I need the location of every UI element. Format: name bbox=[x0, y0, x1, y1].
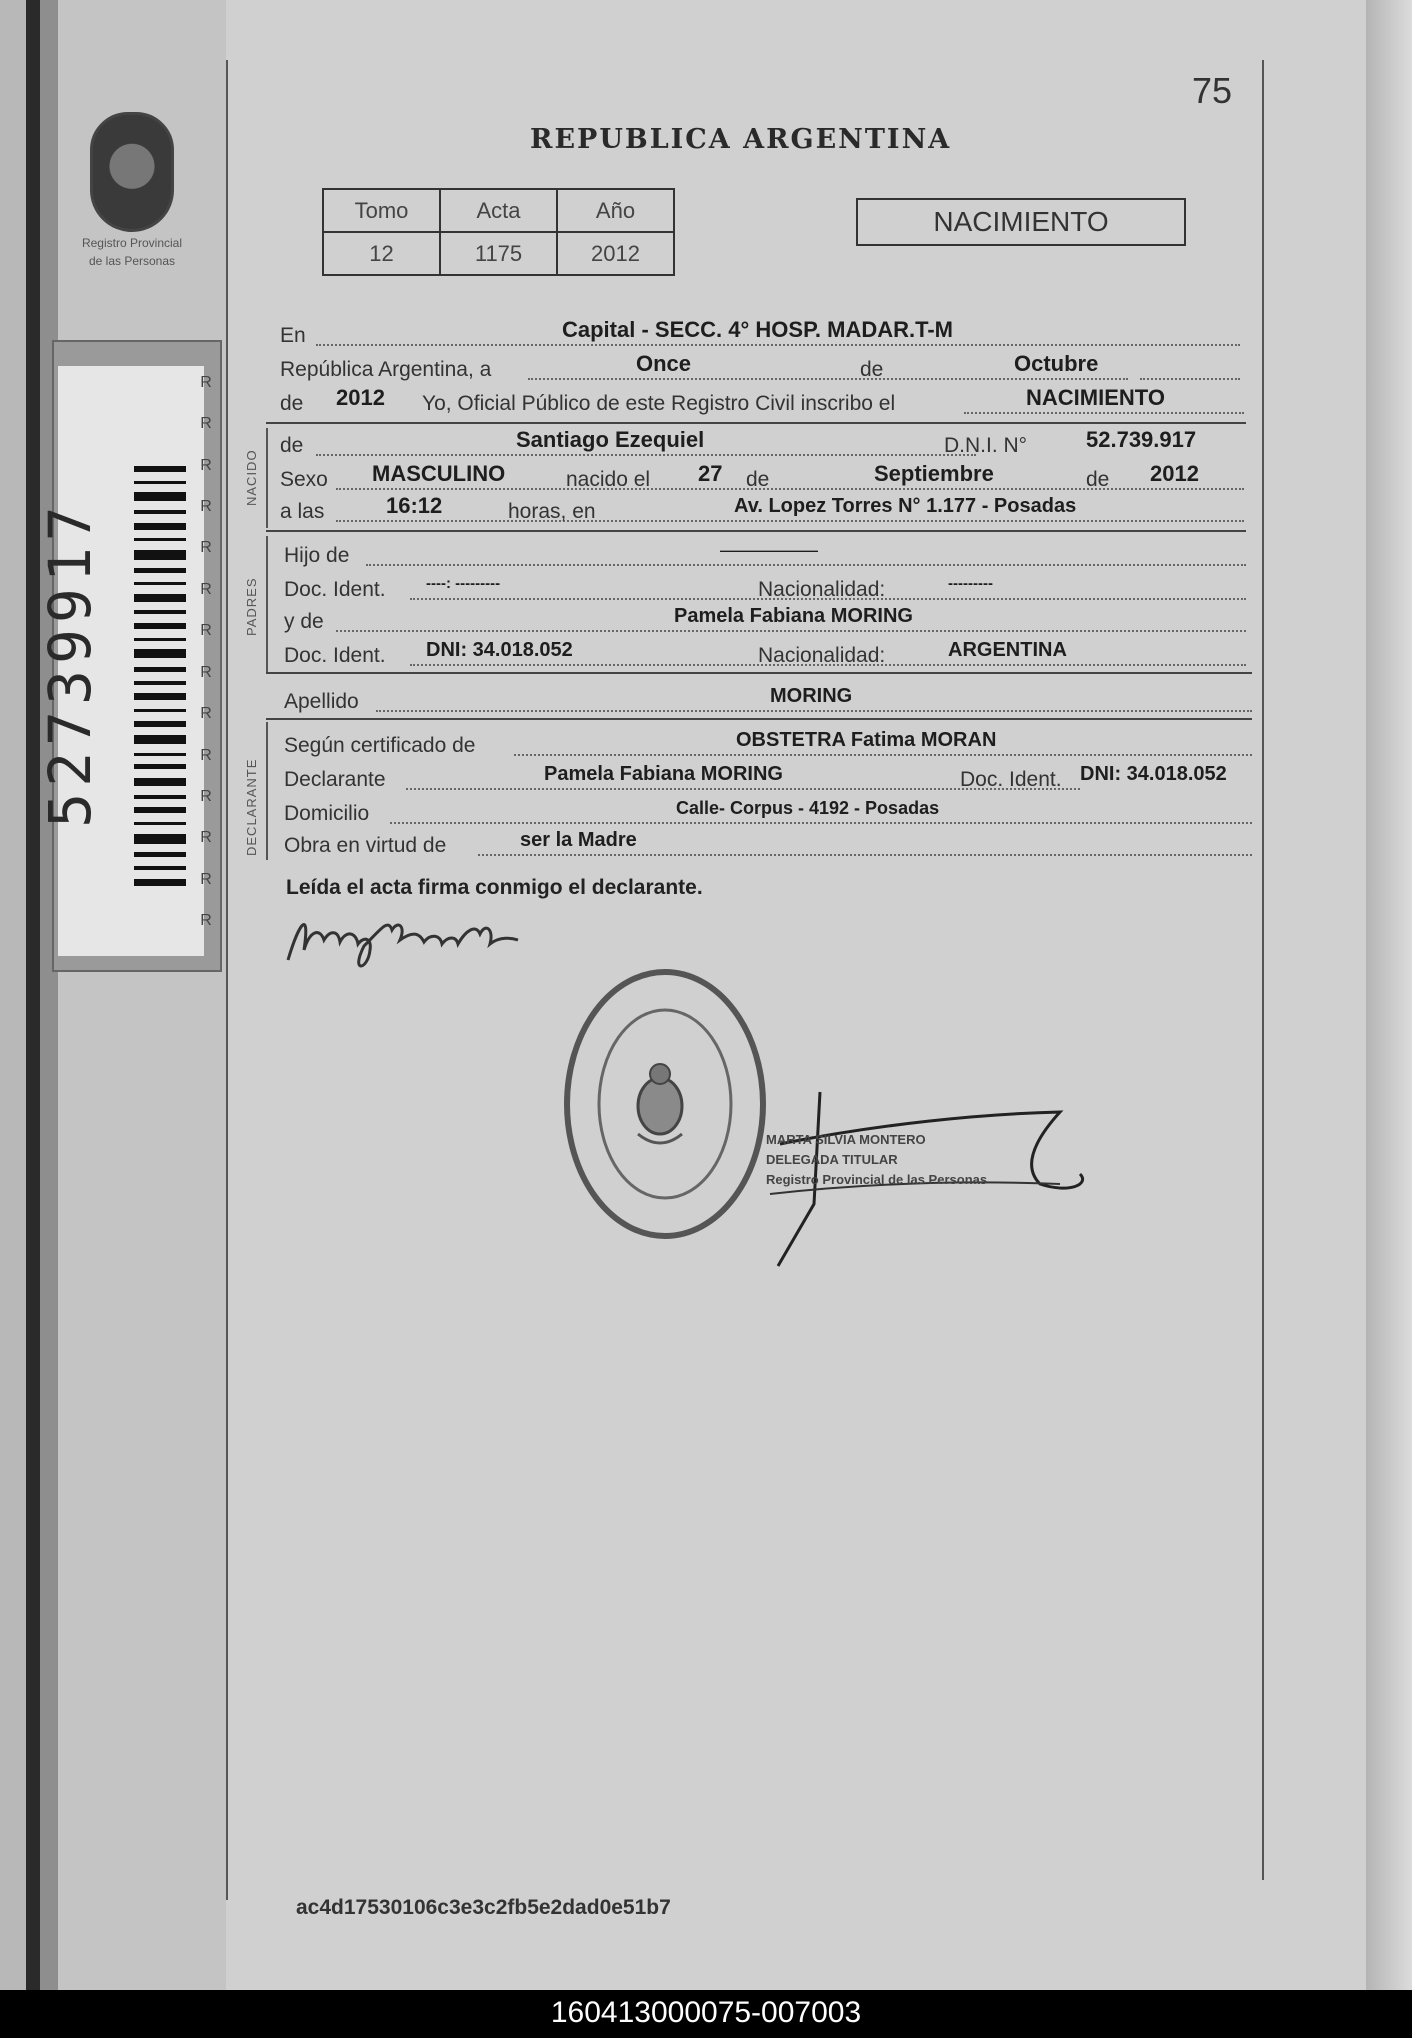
left-margin-strip bbox=[58, 0, 230, 1990]
pattern-letter: R bbox=[200, 622, 212, 640]
day-value: Once bbox=[636, 351, 692, 376]
pattern-letter: R bbox=[200, 415, 212, 433]
republica-label: República Argentina, a bbox=[280, 358, 492, 381]
year-value: 2012 bbox=[336, 385, 385, 410]
alas-label: a las bbox=[280, 500, 325, 523]
document-id: 160413000075-007003 bbox=[550, 1996, 862, 2029]
security-pattern bbox=[196, 362, 216, 942]
divider-line bbox=[266, 718, 1252, 720]
mother-nationality-value: ARGENTINA bbox=[948, 639, 1067, 661]
father-nationality-value: --------- bbox=[948, 575, 993, 592]
ministry-seal-icon bbox=[560, 964, 770, 1244]
left-border-line bbox=[226, 60, 228, 1900]
barcode-label bbox=[36, 366, 204, 956]
header-title: REPUBLICA ARGENTINA bbox=[530, 124, 952, 155]
pattern-letter: R bbox=[200, 912, 212, 930]
declarante-doc-value: DNI: 34.018.052 bbox=[1080, 763, 1227, 785]
page-edge bbox=[1366, 0, 1412, 1990]
signer-office: Registro Provincial de las Personas bbox=[766, 1172, 988, 1187]
father-nationality-label: Nacionalidad: bbox=[758, 578, 886, 601]
birth-day-value: 27 bbox=[698, 461, 723, 486]
father-doc-label: Doc. Ident. bbox=[284, 578, 386, 601]
de-label: de bbox=[860, 358, 884, 381]
verification-hash: ac4d17530106c3e3c2fb5e2dad0e51b7 bbox=[296, 1896, 671, 1919]
surname-row bbox=[284, 686, 1252, 718]
document-type-box: NACIMIENTO bbox=[856, 198, 1186, 246]
nacido-label: nacido el bbox=[566, 468, 651, 491]
month-value: Octubre bbox=[1014, 351, 1099, 376]
certificado-value: OBSTETRA Fatima MORAN bbox=[736, 729, 997, 751]
reference-header-acta: Acta bbox=[440, 189, 557, 232]
pattern-letter: R bbox=[200, 539, 212, 557]
horas-label: horas, en bbox=[508, 500, 596, 523]
closing-statement: Leída el acta firma conmigo el declarante. bbox=[286, 876, 703, 899]
pattern-letter: R bbox=[200, 580, 212, 598]
time-value: 16:12 bbox=[386, 493, 443, 518]
declarante-doc-label: Doc. Ident. bbox=[960, 768, 1062, 791]
barcode-number: 52739917 bbox=[36, 500, 104, 828]
birthplace-value: Av. Lopez Torres N° 1.177 - Posadas bbox=[734, 495, 1077, 517]
pattern-letter: R bbox=[200, 456, 212, 474]
pattern-letter: R bbox=[200, 497, 212, 515]
year-de-label: de bbox=[280, 392, 304, 415]
divider-line bbox=[266, 672, 1252, 674]
registry-row bbox=[280, 385, 1244, 420]
obra-label: Obra en virtud de bbox=[284, 834, 447, 857]
place-value: Capital - SECC. 4° HOSP. MADAR.T-M bbox=[562, 317, 953, 342]
mother-nationality-label: Nacionalidad: bbox=[758, 644, 886, 667]
pattern-letter: R bbox=[200, 705, 212, 723]
domicilio-label: Domicilio bbox=[284, 802, 370, 825]
mother-name-value: Pamela Fabiana MORING bbox=[674, 605, 913, 627]
page-number: 75 bbox=[1192, 70, 1233, 111]
coat-of-arms-icon bbox=[90, 112, 174, 232]
reference-value-row bbox=[323, 232, 674, 275]
section-bar-nacido bbox=[266, 428, 268, 528]
section-label-nacido: NACIDO bbox=[244, 449, 259, 506]
obra-value: ser la Madre bbox=[520, 829, 637, 851]
reference-value-tomo: 12 bbox=[323, 232, 440, 275]
yde-label: y de bbox=[284, 610, 324, 633]
en-label: En bbox=[280, 324, 306, 347]
signer-name: MARTA SILVIA MONTERO bbox=[766, 1132, 926, 1147]
pattern-letter: R bbox=[200, 787, 212, 805]
pattern-letter: R bbox=[200, 663, 212, 681]
birth-year-value: 2012 bbox=[1150, 461, 1199, 486]
mother-doc-label: Doc. Ident. bbox=[284, 644, 386, 667]
pattern-letter: R bbox=[200, 829, 212, 847]
sexo-label: Sexo bbox=[280, 468, 328, 491]
section-bar-padres bbox=[266, 536, 268, 672]
inscribe-value: NACIMIENTO bbox=[1026, 385, 1165, 410]
reference-header-ano: Año bbox=[557, 189, 674, 232]
book-spine bbox=[0, 0, 60, 1990]
apellido-value: MORING bbox=[770, 685, 853, 707]
section-bar-declarante bbox=[266, 722, 268, 860]
mother-doc-row bbox=[284, 640, 1246, 672]
mother-doc-value: DNI: 34.018.052 bbox=[426, 639, 573, 661]
signer-title: DELEGADA TITULAR bbox=[766, 1152, 898, 1167]
divider-line bbox=[266, 530, 1246, 532]
name-de-label: de bbox=[280, 434, 304, 457]
domicilio-value: Calle- Corpus - 4192 - Posadas bbox=[676, 798, 940, 818]
father-name-value: ——————— bbox=[720, 542, 818, 558]
child-dni-value: 52.739.917 bbox=[1086, 427, 1197, 452]
oficial-text: Yo, Oficial Público de este Registro Civil inscribo el bbox=[422, 392, 896, 415]
birth-de-label-1: de bbox=[746, 468, 770, 491]
pattern-letter: R bbox=[200, 870, 212, 888]
birth-de-label-2: de bbox=[1086, 468, 1110, 491]
declarante-label: Declarante bbox=[284, 768, 386, 791]
sexo-value: MASCULINO bbox=[372, 461, 506, 486]
father-doc-value: ----: --------- bbox=[426, 575, 501, 592]
pattern-letter: R bbox=[200, 373, 212, 391]
signer-stamp bbox=[766, 1130, 987, 1190]
dni-label: D.N.I. N° bbox=[944, 434, 1028, 457]
barcode-bars-icon bbox=[134, 466, 186, 886]
time-place-row bbox=[280, 493, 1244, 528]
declarant-signature bbox=[280, 900, 560, 980]
child-name-value: Santiago Ezequiel bbox=[516, 427, 705, 452]
barcode-sticker bbox=[36, 340, 222, 972]
reference-value-acta: 1175 bbox=[440, 232, 557, 275]
reference-table bbox=[322, 188, 675, 276]
reference-header-tomo: Tomo bbox=[323, 189, 440, 232]
pattern-letter: R bbox=[200, 746, 212, 764]
reference-header-row bbox=[323, 189, 674, 232]
registry-name-line-1: Registro Provincial bbox=[81, 236, 183, 250]
section-label-padres: PADRES bbox=[244, 577, 259, 636]
certificado-label: Según certificado de bbox=[284, 734, 476, 757]
declarante-value: Pamela Fabiana MORING bbox=[544, 763, 783, 785]
hijo-label: Hijo de bbox=[284, 544, 350, 567]
reference-value-ano: 2012 bbox=[557, 232, 674, 275]
registry-seal bbox=[72, 112, 192, 292]
registry-name-line-2: de las Personas bbox=[88, 254, 176, 268]
right-border-line bbox=[1262, 60, 1264, 1880]
section-label-declarante: DECLARANTE bbox=[244, 758, 259, 856]
birth-month-value: Septiembre bbox=[874, 461, 994, 486]
address-row bbox=[284, 798, 1252, 830]
capacity-row bbox=[284, 830, 1252, 862]
certificate-page bbox=[226, 0, 1372, 1990]
apellido-label: Apellido bbox=[284, 690, 359, 713]
